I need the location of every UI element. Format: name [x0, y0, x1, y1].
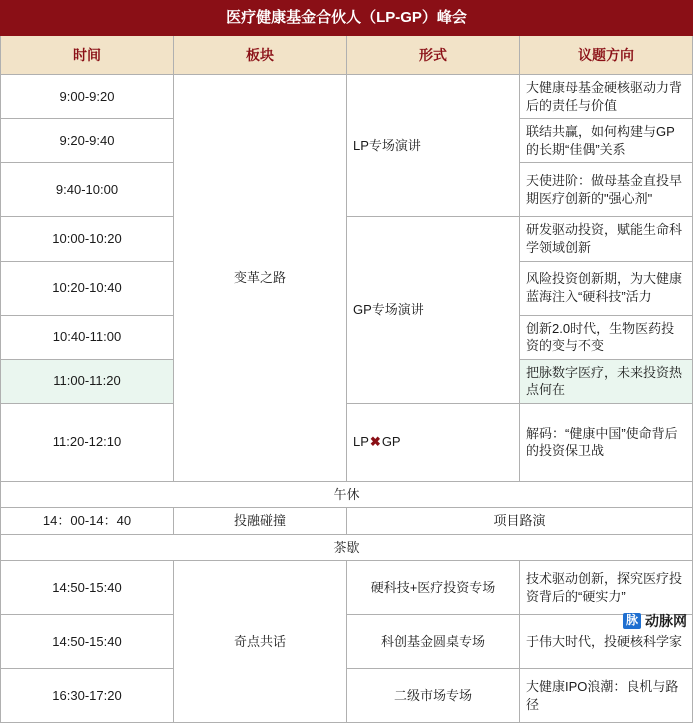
cell-time: 16:30-17:20 — [1, 669, 174, 723]
cell-form-lp-gp — [347, 403, 520, 481]
cell-time: 10:40-11:00 — [1, 315, 174, 359]
header-topic: 议题方向 — [520, 36, 693, 75]
table-row — [1, 75, 693, 119]
lp-label: LP — [353, 434, 369, 450]
cell-form-secondary: 二级市场专场 — [347, 669, 520, 723]
cell-topic: 创新2.0时代，生物医药投资的变与不变 — [520, 315, 693, 359]
cell-time: 11:00-11:20 — [1, 359, 174, 403]
cell-form-gp: GP专场演讲 — [347, 217, 520, 403]
cell-time: 10:00-10:20 — [1, 217, 174, 261]
table-row-tea — [1, 534, 693, 561]
cell-topic-pitch: 项目路演 — [347, 508, 693, 535]
cross-icon: ✖ — [369, 434, 381, 450]
gp-label: GP — [381, 434, 401, 450]
cell-time: 10:20-10:40 — [1, 261, 174, 315]
table-row — [1, 561, 693, 615]
cell-block-change: 变革之路 — [174, 75, 347, 481]
cell-block-pitch: 投融碰撞 — [174, 508, 347, 535]
watermark-mark-icon: 脉 — [623, 613, 641, 628]
cell-topic: 联结共赢，如何构建与GP的长期“佳偶”关系 — [520, 119, 693, 163]
watermark-text: 动脉网 — [645, 613, 687, 629]
table-row — [1, 669, 693, 723]
cell-time: 14:50-15:40 — [1, 615, 174, 669]
cell-topic: 解码：“健康中国”使命背后的投资保卫战 — [520, 403, 693, 481]
table-row-lunch — [1, 481, 693, 508]
header-form: 形式 — [347, 36, 520, 75]
cell-time: 9:00-9:20 — [1, 75, 174, 119]
table-row — [1, 508, 693, 535]
cell-topic: 于伟大时代，投硬核科学家 — [520, 615, 693, 669]
cell-time: 14:50-15:40 — [1, 561, 174, 615]
cell-topic: 大健康母基金硬核驱动力背后的责任与价值 — [520, 75, 693, 119]
table-row — [1, 217, 693, 261]
cell-topic: 研发驱动投资，赋能生命科学领域创新 — [520, 217, 693, 261]
cell-form-roundtable: 科创基金圆桌专场 — [347, 615, 520, 669]
cell-block-singularity: 奇点共话 — [174, 561, 347, 723]
cell-time: 9:40-10:00 — [1, 163, 174, 217]
table-title-row — [1, 1, 693, 36]
watermark-logo — [623, 611, 687, 631]
cell-lunch-break: 午休 — [1, 481, 693, 508]
cell-tea-break: 茶歇 — [1, 534, 693, 561]
table-header-row — [1, 36, 693, 75]
header-block: 板块 — [174, 36, 347, 75]
cell-topic: 技术驱动创新，探究医疗投资背后的“硬实力” — [520, 561, 693, 615]
header-time: 时间 — [1, 36, 174, 75]
cell-form-hardtech: 硬科技+医疗投资专场 — [347, 561, 520, 615]
table-row — [1, 403, 693, 481]
cell-topic: 风险投资创新期，为大健康蓝海注入“硬科技”活力 — [520, 261, 693, 315]
cell-time: 9:20-9:40 — [1, 119, 174, 163]
cell-topic: 把脉数字医疗，未来投资热点何在 — [520, 359, 693, 403]
page-title: 医疗健康基金合伙人（LP-GP）峰会 — [1, 1, 693, 36]
cell-topic: 大健康IPO浪潮：良机与路径 — [520, 669, 693, 723]
table-row — [1, 615, 693, 669]
cell-time: 14：00-14：40 — [1, 508, 174, 535]
cell-form-lp: LP专场演讲 — [347, 75, 520, 217]
cell-topic: 天使进阶：做母基金直投早期医疗创新的"强心剂" — [520, 163, 693, 217]
cell-time: 11:20-12:10 — [1, 403, 174, 481]
